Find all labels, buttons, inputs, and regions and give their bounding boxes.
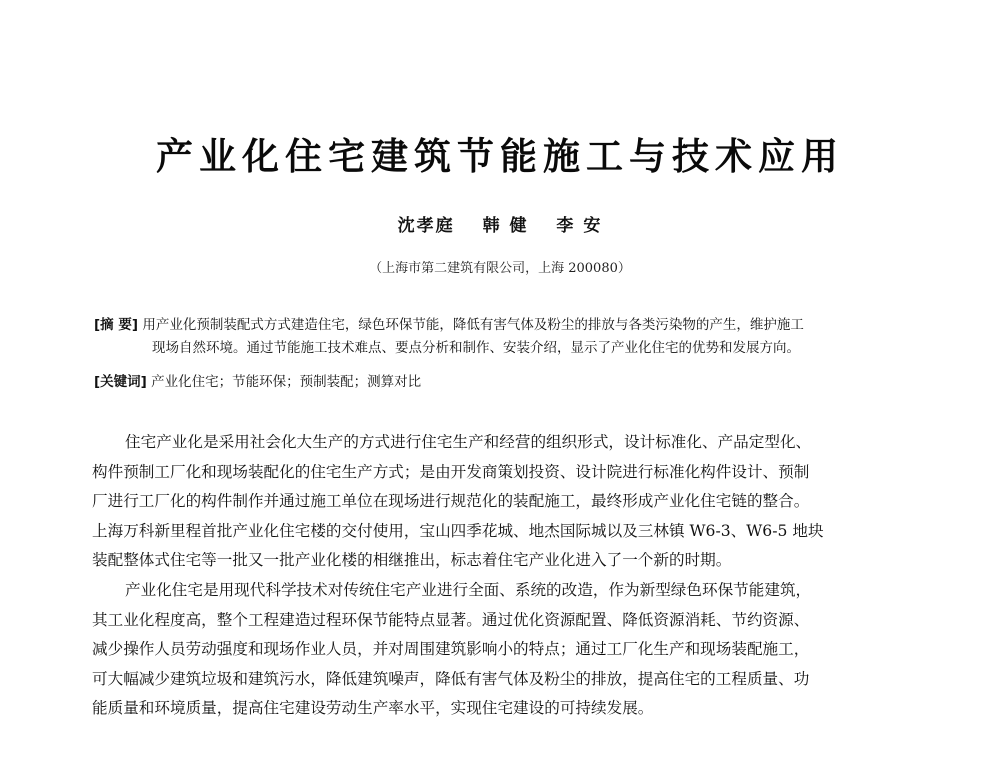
paragraph-line: 其工业化程度高，整个工程建造过程环保节能特点显著。通过优化资源配置、降低资源消耗、节约资源、 <box>92 610 810 629</box>
author-list <box>0 211 1000 236</box>
abstract-text-continued: 现场自然环境。通过节能施工技术难点、要点分析和制作、安装介绍，显示了产业化住宅的优势和发展方向。 <box>152 340 800 356</box>
paragraph-line: 上海万科新里程首批产业化住宅楼的交付使用，宝山四季花城、地杰国际城以及三林镇 W6-3、W6-5 地块 <box>92 521 824 540</box>
author-name: 沈孝庭 <box>397 216 455 236</box>
paragraph-line: 住宅产业化是采用社会化大生产的方式进行住宅生产和经营的组织形式，设计标准化、产品定型化、 <box>125 433 812 451</box>
paragraph-line: 厂进行工厂化的构件制作并通过施工单位在现场进行规范化的装配施工，最终形成产业化住宅链的整合。 <box>92 492 810 511</box>
abstract-label: [摘 要] <box>94 317 139 333</box>
paragraph-line: 可大幅减少建筑垃圾和建筑污水，降低建筑噪声，降低有害气体及粉尘的排放，提高住宅的工程质量、功 <box>92 669 810 688</box>
keywords <box>94 370 906 390</box>
paper-title: 产业化住宅建筑节能施工与技术应用 <box>156 135 844 178</box>
body-text <box>92 428 910 724</box>
paragraph-line: 减少操作人员劳动强度和现场作业人员，并对周围建筑影响小的特点；通过工厂化生产和现场装配施工， <box>92 640 810 659</box>
paragraph-line: 装配整体式住宅等一批又一批产业化楼的相继推出，标志着住宅产业化进入了一个新的时期。 <box>92 551 732 570</box>
paragraph-line: 能质量和环境质量，提高住宅建设劳动生产率水平，实现住宅建设的可持续发展。 <box>92 699 654 718</box>
abstract-text: 用产业化预制装配式方式建造住宅，绿色环保节能，降低有害气体及粉尘的排放与各类污染物的产生，维护施工 <box>142 317 804 333</box>
author-name: 韩 健 <box>482 216 529 236</box>
paragraph-line: 产业化住宅是用现代科学技术对传统住宅产业进行全面、系统的改造，作为新型绿色环保节能建筑， <box>125 580 812 599</box>
paragraph-line: 构件预制工厂化和现场装配化的住宅生产方式；是由开发商策划投资、设计院进行标准化构件设计、预制 <box>92 462 810 481</box>
abstract-line <box>94 314 906 337</box>
author-name: 李 安 <box>556 216 603 236</box>
affiliation: （上海市第二建筑有限公司，上海 200080） <box>369 261 631 276</box>
abstract <box>94 314 906 360</box>
keywords-label: [关键词] <box>94 374 147 390</box>
keywords-text: 产业化住宅；节能环保；预制装配；测算对比 <box>151 374 422 390</box>
